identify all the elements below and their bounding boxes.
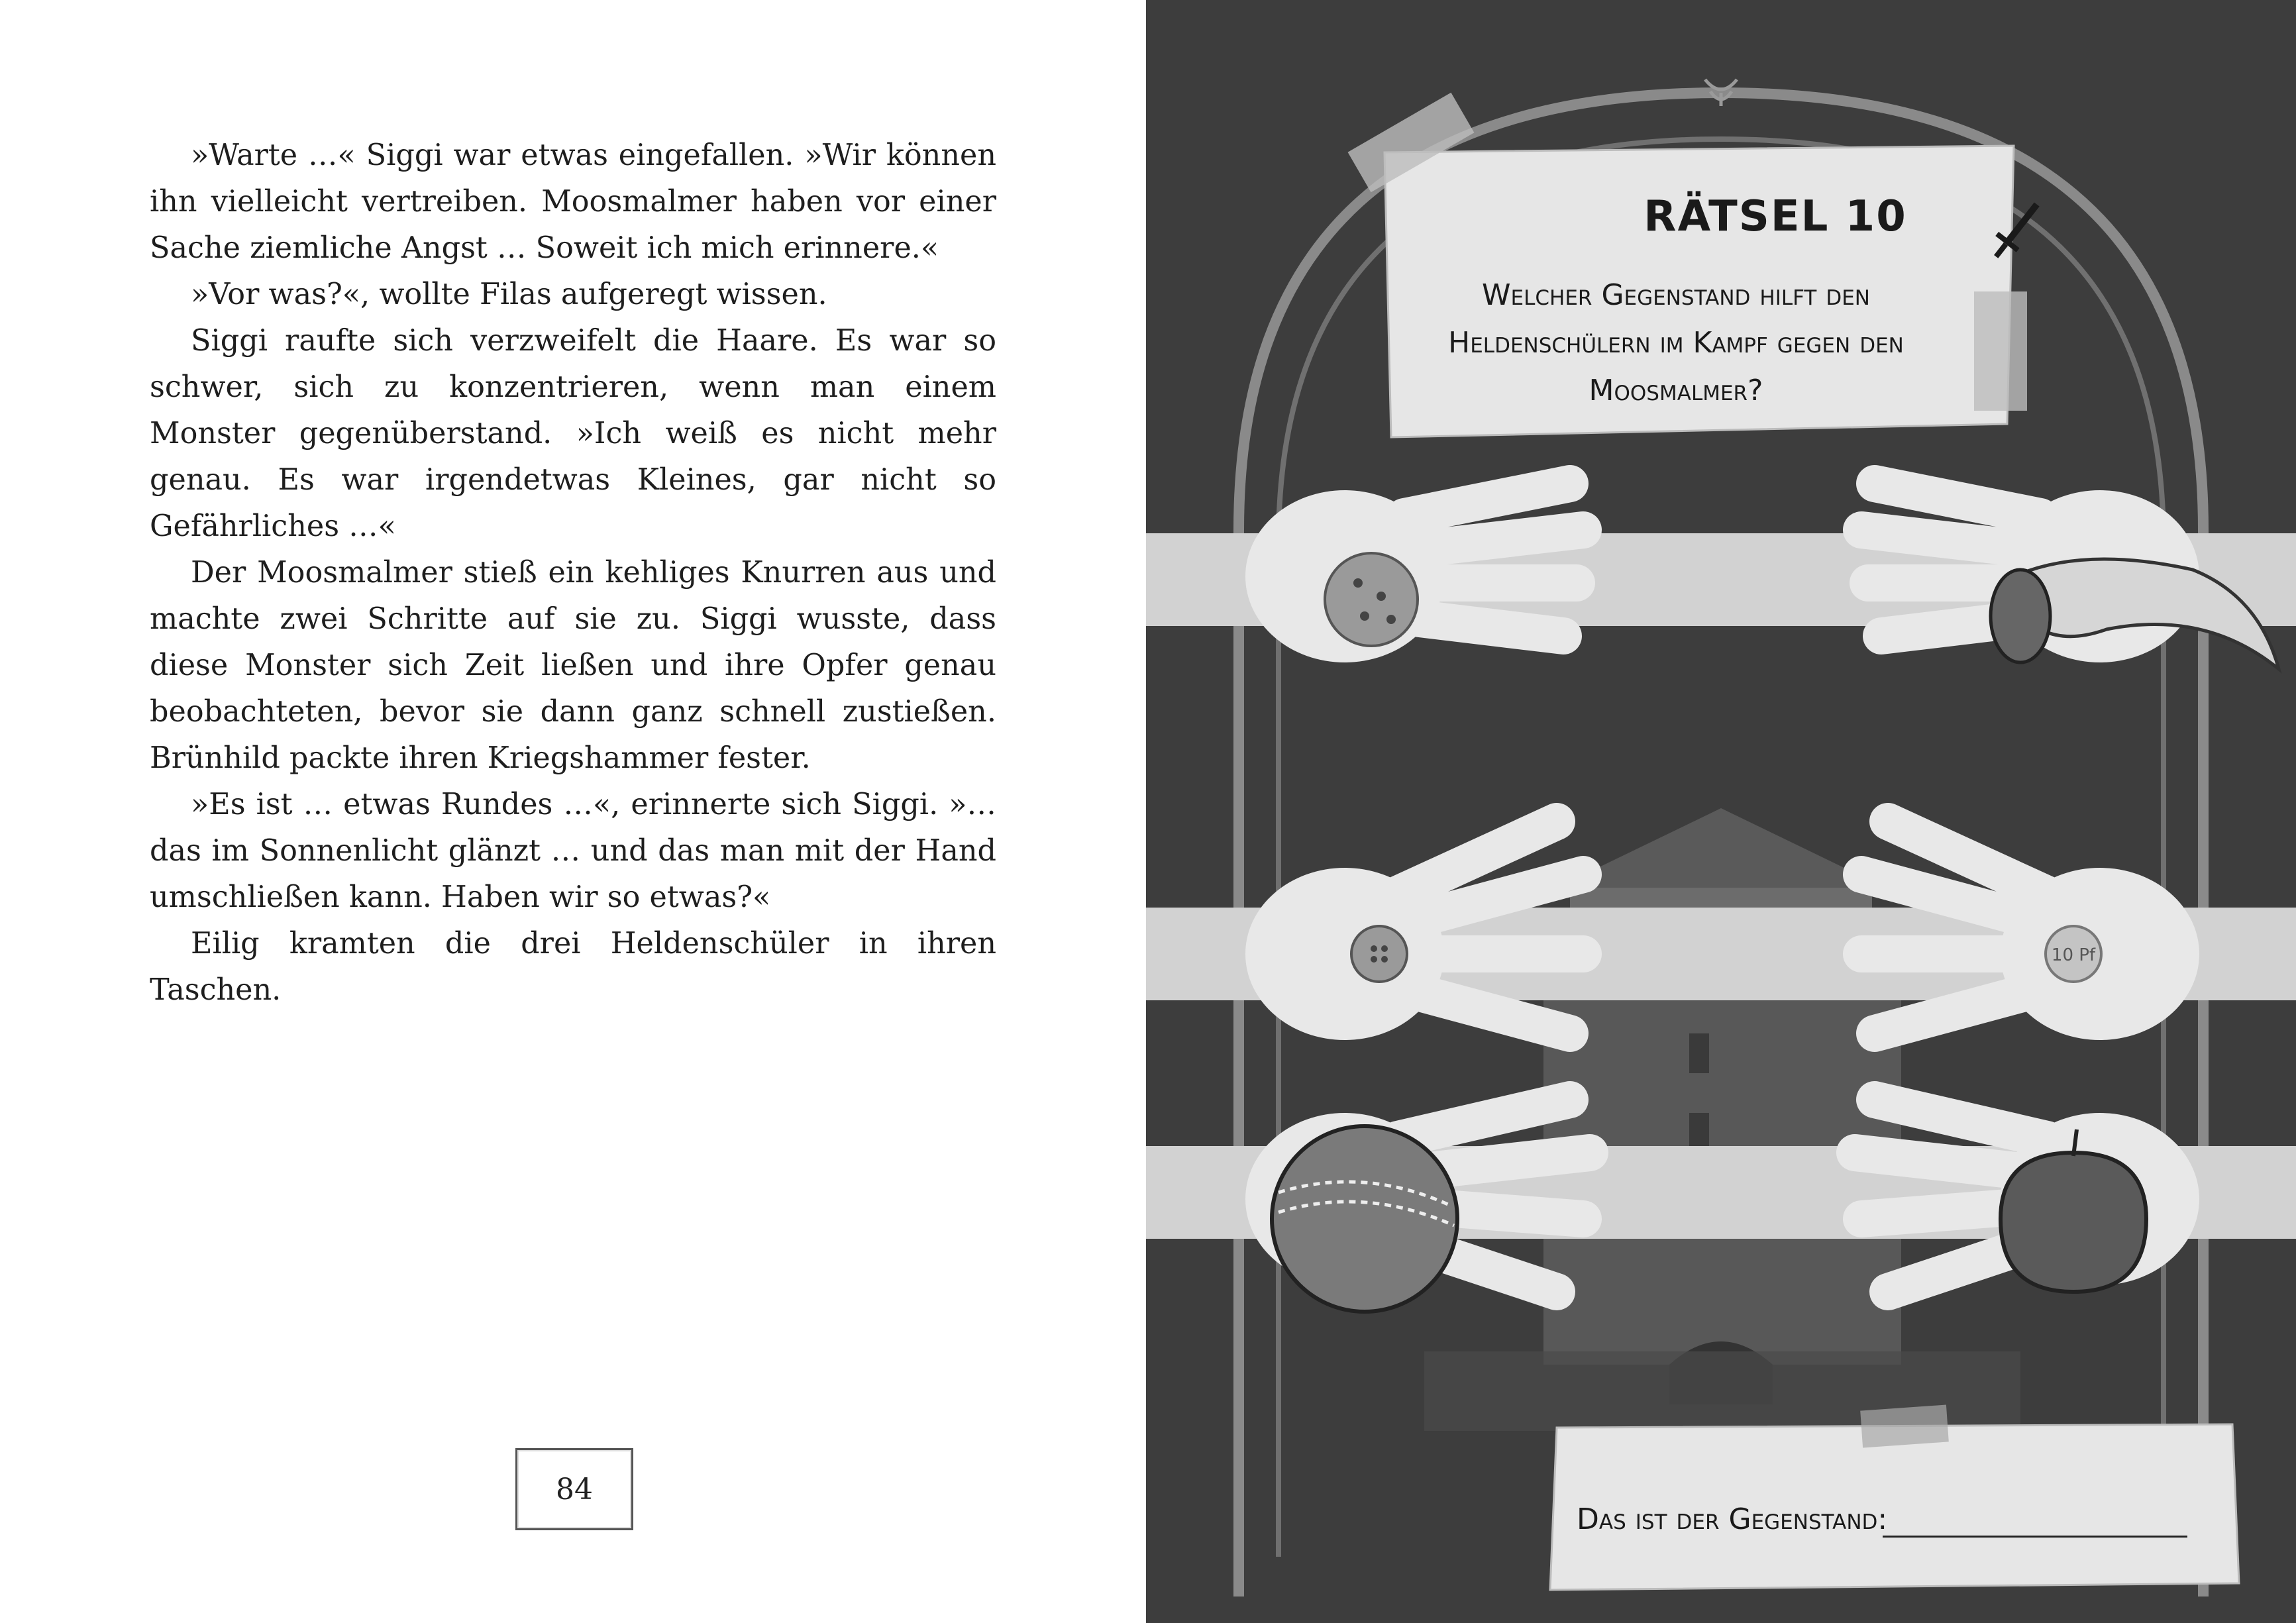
apple-icon [2001,1153,2146,1292]
page-number [515,1448,633,1530]
riddle-question: Welcher Gegenstand hilft den Heldenschülern im Kampf gegen den Moosmalmer? [1448,278,1904,407]
answer-label: Das ist der Gegenstand: [1577,1502,1888,1536]
right-page [1146,0,2296,1623]
left-page [0,0,1146,1623]
paragraph: Siggi raufte sich verzweifelt die Haare. Es war so schwer, sich zu konzentrieren, wenn man einem Monster gegenüberstand. »Ich weiß es nicht mehr genau. Es war irgendetwas Kleines, gar nicht so Gefährliches …« [150,324,996,543]
page-number-text: 84 [556,1472,593,1506]
paragraph: Eilig kramten die drei Heldenschüler in ihren Taschen. [150,927,996,1007]
paragraph: »Es ist … etwas Rundes …«, erinnerte sich Siggi. »… das im Sonnenlicht glänzt … und das man mit der Hand umschließen kann. Haben wir so etwas?« [150,788,996,914]
paragraph: »Vor was?«, wollte Filas aufgeregt wissen. [191,278,827,311]
riddle-title: RÄTSEL 10 [1644,192,1907,241]
answer-input-line[interactable] [1883,1536,2187,1538]
button-icon [1351,926,1407,982]
paragraph: Der Moosmalmer stieß ein kehliges Knurren aus und machte zwei Schritte auf sie zu. Siggi wusste, dass diese Monster sich Zeit ließen und ihre Opfer genau beobachteten, bevor sie dann ganz schnell zustießen. Brünhild packte ihren Kriegshammer fester. [150,556,996,775]
paragraph: »Warte …« Siggi war etwas eingefallen. »Wir können ihn vielleicht vertreiben. Moosmalmer haben vor einer Sache ziemliche Angst … Soweit ich mich erinnere.« [150,138,996,265]
story-text [150,132,996,1014]
riddle-illustration [1146,0,2296,1623]
answer-note [1550,1405,2239,1590]
cookie-icon [1325,553,1418,646]
coin-label: 10 Pf [2051,945,2096,965]
cricket-ball-icon [1272,1126,1457,1312]
